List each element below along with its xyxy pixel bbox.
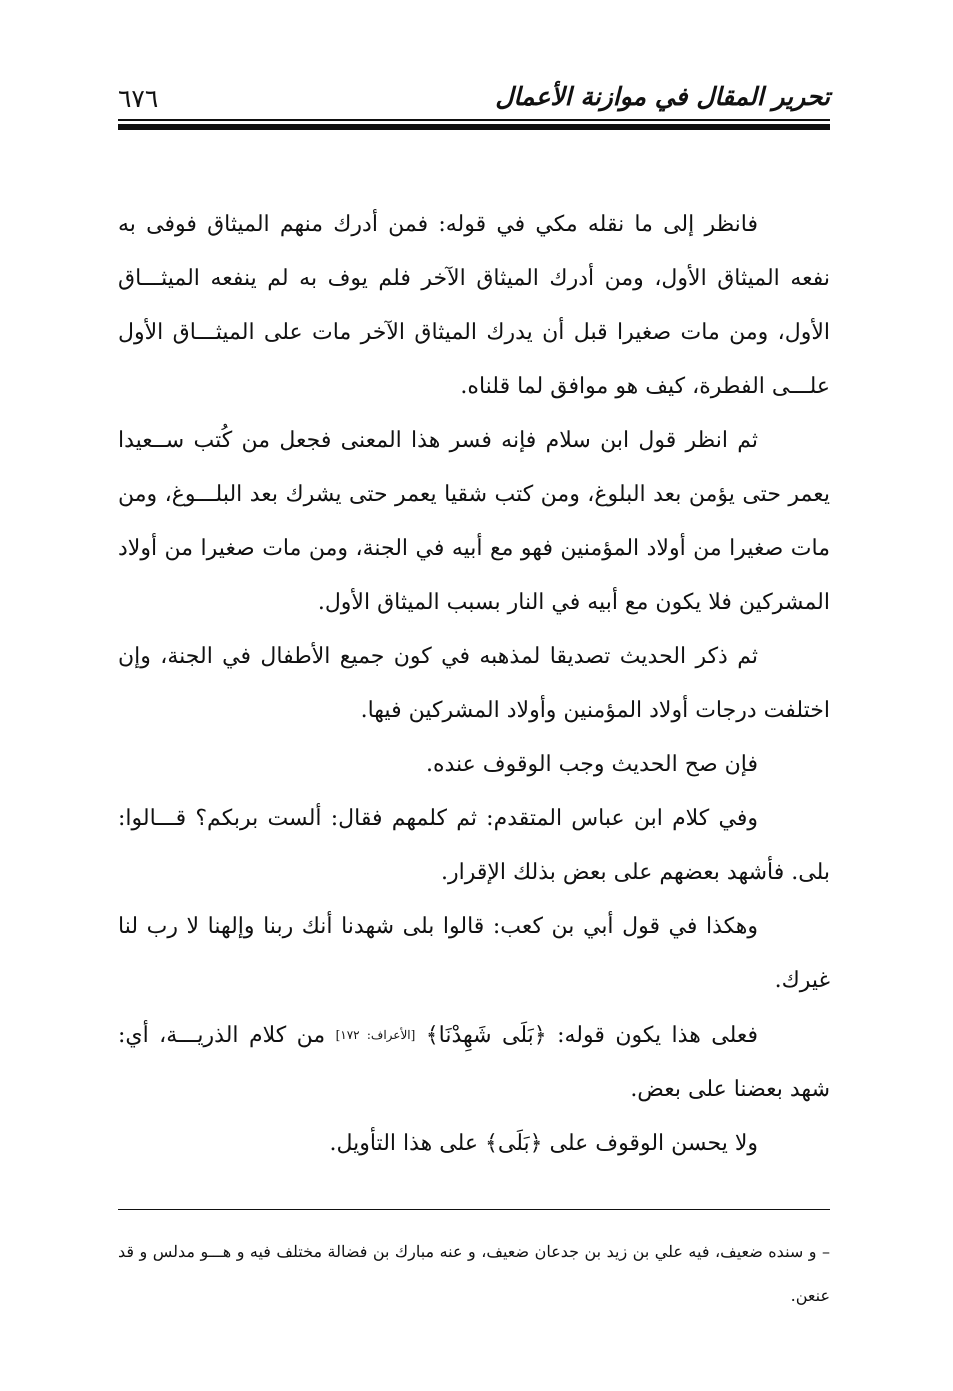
footnote-text: – و سنده ضعيف، فيه علي بن زيد بن جدعان ضعيف، و عنه مبارك بن فضالة مختلف فيه و هـــو مدلس و قد عنعن. (118, 1242, 831, 1305)
footnote (118, 1230, 830, 1318)
paragraph (118, 1117, 830, 1171)
verse-reference: [الأعراف: ١٧٢] (335, 1028, 416, 1042)
main-text (118, 198, 830, 1171)
header-rule-thin (118, 119, 830, 121)
page-number: ٦٧٦ (118, 84, 159, 113)
paragraph (118, 1008, 830, 1117)
quran-quote: ﴿بَلَى شَهِدْنَا﴾ (425, 1023, 547, 1048)
book-title: تحرير المقال في موازنة الأعمال (495, 82, 830, 111)
paragraph: فإن صح الحديث وجب الوقوف عنده. (425, 752, 758, 777)
text-segment: ولا يحسن الوقوف على (542, 1131, 758, 1156)
text-segment: على هذا التأويل. (329, 1131, 485, 1156)
paragraph: فانظر إلى ما نقله مكي في قوله: فمن أدرك منهم الميثاق فوفى به نفعه الميثاق الأول، ومن أدرك الميثاق الآخر فلم يوف به لم ينفعه الميثـــاق الأول، ومن مات صغيرا قبل أن يدرك الميثاق الآخر مات على الميثـــاق الأول علـــى الفطرة، كيف هو موافق لما قلناه. (118, 212, 830, 399)
footnote-separator (118, 1209, 830, 1210)
paragraph: ثم انظر قول ابن سلام فإنه فسر هذا المعنى فجعل من كُتب ســعيدا يعمر حتى يؤمن بعد البلوغ، ومن كتب شقيا يعمر حتى يشرك بعد البلـــوغ، ومن مات صغيرا من أولاد المؤمنين فهو مع أبيه في الجنة، ومن مات صغيرا من أولاد المشركين فلا يكون مع أبيه في النار بسبب الميثاق الأول. (118, 428, 830, 615)
text-segment: فعلى هذا يكون قوله: (546, 1023, 758, 1048)
quran-quote: ﴿بَلَى﴾ (485, 1131, 543, 1156)
paragraph: وفي كلام ابن عباس المتقدم: ثم كلمهم فقال: ألست بربكم؟ قـــالوا: بلى. فأشهد بعضهم على بعض بذلك الإقرار. (118, 806, 830, 885)
text-segment: من كلام الذريـــة، أي: شهد بعضنا على بعض. (118, 1023, 830, 1102)
page-header (118, 78, 830, 118)
paragraph: ثم ذكر الحديث تصديقا لمذهبه في كون جميع الأطفال في الجنة، وإن اختلفت درجات أولاد المؤمنين وأولاد المشركين فيها. (118, 644, 830, 723)
header-rule-thick (118, 124, 830, 130)
paragraph: وهكذا في قول أبي بن كعب: قالوا بلى شهدنا أنك ربنا وإلهنا لا رب لنا غيرك. (118, 914, 830, 993)
